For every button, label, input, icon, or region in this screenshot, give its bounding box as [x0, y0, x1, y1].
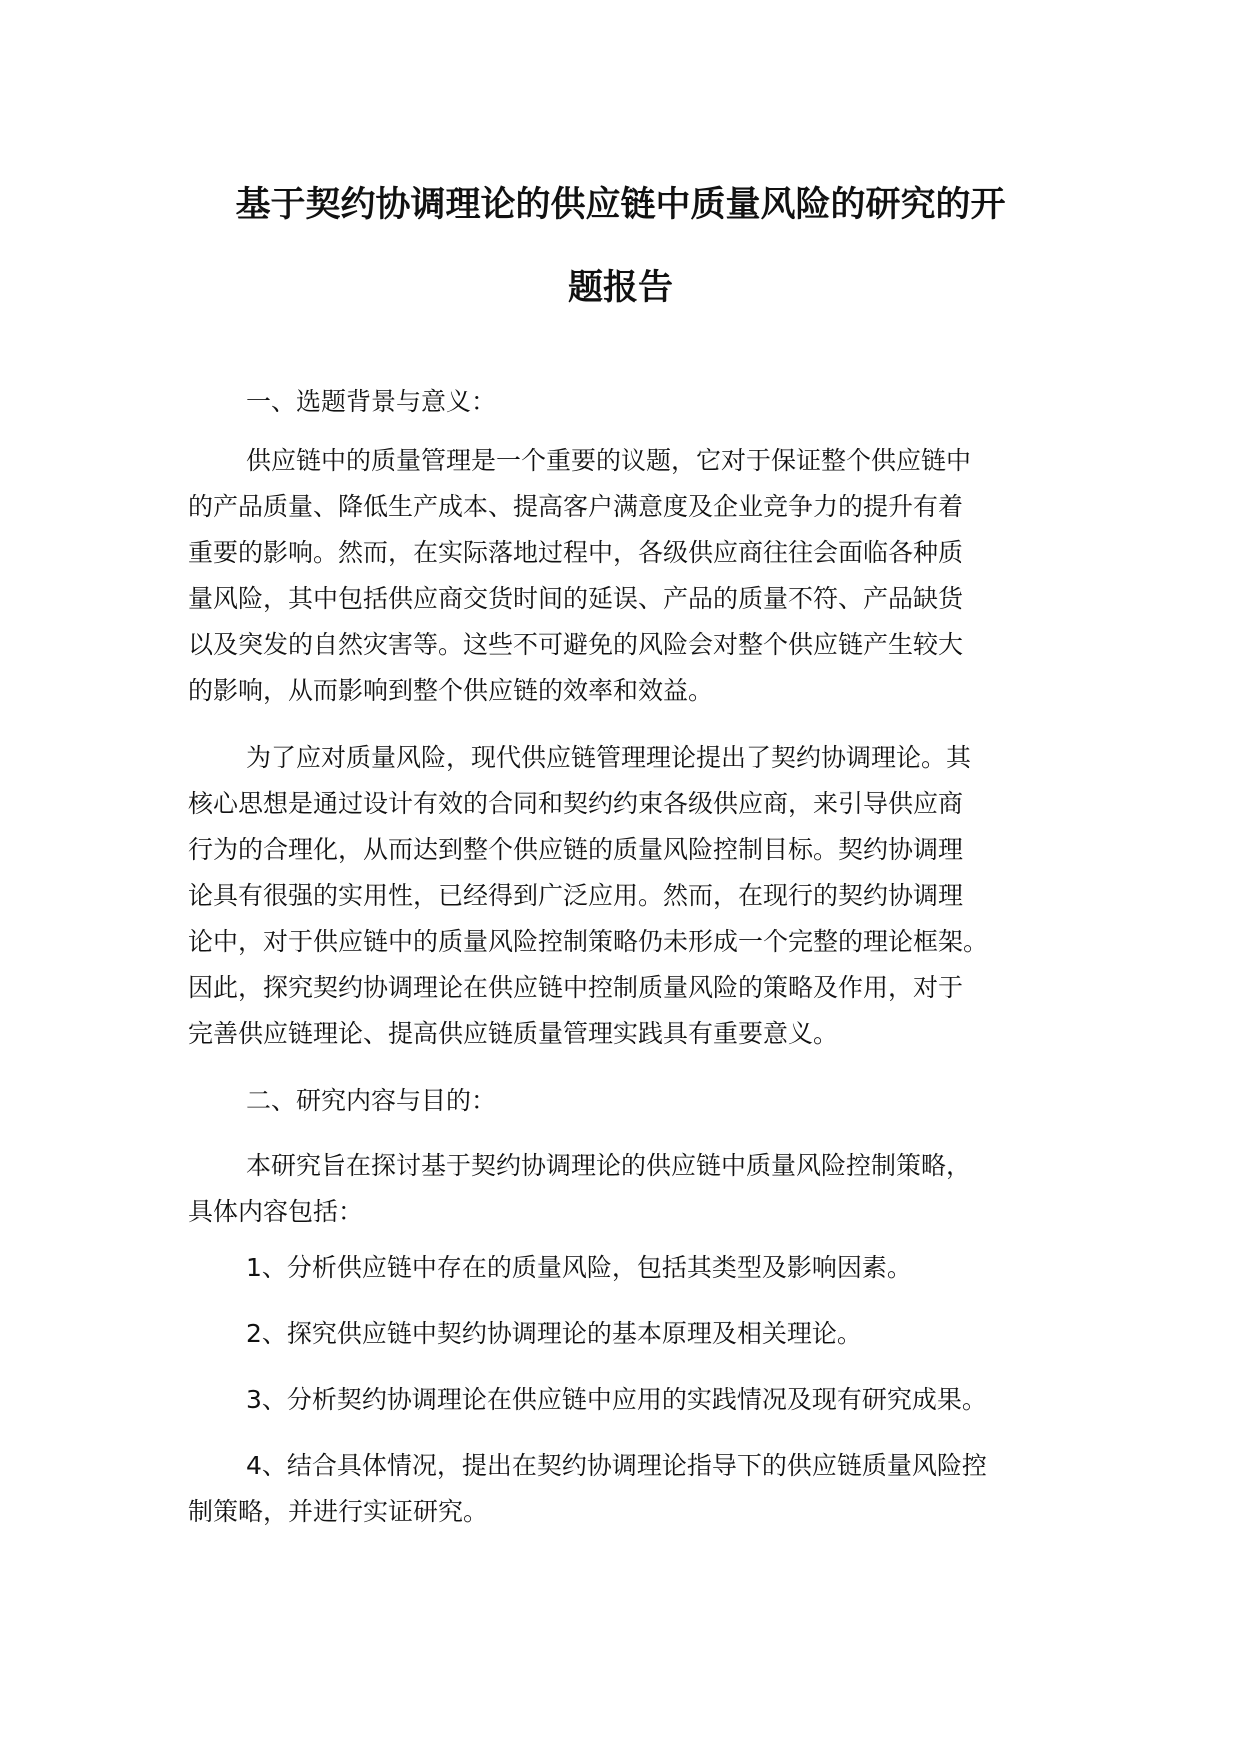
paragraph-line: 制策略，并进行实证研究。: [188, 1497, 489, 1526]
paragraph-line: 重要的影响。然而，在实际落地过程中，各级供应商往往会面临各种质: [188, 538, 964, 567]
paragraph-line: 核心思想是通过设计有效的合同和契约约束各级供应商，来引导供应商: [188, 789, 964, 818]
section-heading-background: [188, 379, 1068, 425]
paragraph-line: 本研究旨在探讨基于契约协调理论的供应链中质量风险控制策略，: [246, 1151, 972, 1180]
document-title-line-1: 基于契约协调理论的供应链中质量风险的研究的开: [235, 185, 1006, 225]
paragraph-line: 1、分析供应链中存在的质量风险，包括其类型及影响因素。: [246, 1253, 912, 1282]
paragraph-line: 具体内容包括：: [188, 1197, 364, 1226]
paragraph-contract-coordination: [188, 735, 1068, 1057]
paragraph-quality-management: [188, 438, 1068, 714]
document-title-line-2: 题报告: [567, 268, 673, 308]
paragraph-line: 以及突发的自然灾害等。这些不可避免的风险会对整个供应链产生较大: [188, 630, 964, 659]
paragraph-line: 因此，探究契约协调理论在供应链中控制质量风险的策略及作用，对于: [188, 973, 964, 1002]
paragraph-line: 行为的合理化，从而达到整个供应链的质量风险控制目标。契约协调理: [188, 835, 964, 864]
paragraph-line: 2、探究供应链中契约协调理论的基本原理及相关理论。: [246, 1319, 862, 1348]
paragraph-line: 论中，对于供应链中的质量风险控制策略仍未形成一个完整的理论框架。: [188, 927, 989, 956]
paragraph-line: 的影响，从而影响到整个供应链的效率和效益。: [188, 676, 714, 705]
paragraph-line: 的产品质量、降低生产成本、提高客户满意度及企业竞争力的提升有着: [188, 492, 964, 521]
paragraph-line: 供应链中的质量管理是一个重要的议题，它对于保证整个供应链中: [246, 446, 972, 475]
paragraph-line: 一、选题背景与意义：: [246, 387, 497, 416]
paragraph-line: 为了应对质量风险，现代供应链管理理论提出了契约协调理论。其: [246, 743, 972, 772]
paragraph-line: 完善供应链理论、提高供应链质量管理实践具有重要意义。: [188, 1019, 839, 1048]
section-heading-research-content: [188, 1078, 1068, 1124]
paragraph-line: 4、结合具体情况，提出在契约协调理论指导下的供应链质量风险控: [246, 1451, 987, 1480]
list-item: [188, 1377, 1068, 1423]
paragraph-line: 二、研究内容与目的：: [246, 1086, 497, 1115]
paragraph-line: 量风险，其中包括供应商交货时间的延误、产品的质量不符、产品缺货: [188, 584, 964, 613]
paragraph-research-aim: [188, 1143, 1068, 1235]
paragraph-line: 论具有很强的实用性，已经得到广泛应用。然而，在现行的契约协调理: [188, 881, 964, 910]
list-item: [188, 1311, 1068, 1357]
list-item: [188, 1245, 1068, 1291]
paragraph-line: 3、分析契约协调理论在供应链中应用的实践情况及现有研究成果。: [246, 1385, 987, 1414]
list-item: [188, 1443, 1068, 1535]
